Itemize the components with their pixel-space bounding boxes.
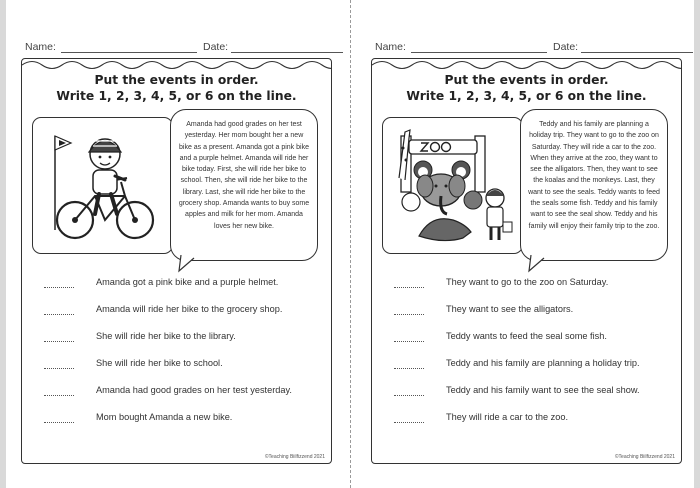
event-text: They want to go to the zoo on Saturday. [446,277,609,287]
name-label: Name: [375,41,406,53]
event-item [394,412,679,439]
event-text: She will ride her bike to school. [96,358,223,368]
answer-blank[interactable] [394,395,424,396]
event-text: Teddy and his family are planning a holiday trip. [446,358,640,368]
event-item [394,304,679,331]
picture-box [382,117,523,254]
event-list [44,277,329,439]
date-label: Date: [203,41,229,53]
answer-blank[interactable] [394,341,424,342]
answer-blank[interactable] [394,368,424,369]
wavy-top-border [372,58,681,72]
answer-blank[interactable] [394,287,424,288]
worksheet-bike [10,0,340,488]
answer-blank[interactable] [44,422,74,423]
event-text: Teddy wants to feed the seal some fish. [446,331,607,341]
picture-box [32,117,173,254]
event-item [394,385,679,412]
event-text: Mom bought Amanda a new bike. [96,412,233,422]
event-item [394,277,679,304]
event-text: They will ride a car to the zoo. [446,412,569,422]
event-item [44,358,329,385]
story-text: Amanda had good grades on her test yesterday. Her mom bought her a new bike as a present. Amanda got a pink bike and a purple helmet. Amanda will ride her bike today. First, she will ride her bike to school. Then, she will ride her bike to the library. Last, she will ride her bike to the grocery shop. Amanda wants to buy some apples and milk for her mom. Amanda loves her new bike. [178,121,310,230]
event-text: Amanda had good grades on her test yesterday. [96,385,292,395]
title-line-1: Put the events in order. [94,73,259,87]
answer-blank[interactable] [44,314,74,315]
event-item [44,304,329,331]
viewer-right-gutter [694,0,700,488]
event-text: Amanda got a pink bike and a purple helmet. [96,277,279,287]
bubble-tail [528,255,552,273]
date-line[interactable] [581,52,693,53]
event-item [394,331,679,358]
name-line[interactable] [61,52,197,53]
copyright-credit: ©Teaching Biilfizzend 2021 [614,454,675,460]
answer-blank[interactable] [44,287,74,288]
event-item [44,331,329,358]
event-text: She will ride her bike to the library. [96,331,236,341]
date-line[interactable] [231,52,343,53]
title-line-2: Write 1, 2, 3, 4, 5, or 6 on the line. [56,88,297,103]
worksheet-title [22,73,331,104]
wavy-top-border [22,58,331,72]
event-item [44,277,329,304]
event-text: Amanda will ride her bike to the grocery shop. [96,304,283,314]
answer-blank[interactable] [44,395,74,396]
zoo-animals-illustration [383,118,522,253]
event-text: Teddy and his family want to see the seal show. [446,385,640,395]
name-line[interactable] [411,52,547,53]
event-item [394,358,679,385]
worksheet-title [372,73,681,104]
event-item [44,412,329,439]
story-text: Teddy and his family are planning a holiday trip. They want to go to the zoo on Saturday. They will ride a car to the zoo. When they arrive at the zoo, they want to see the alligators. Then, they want to see the koalas and the monkeys. Last, they want to see the seals. Teddy wants to feed the seals some fish. Teddy and his family want to see the seal show. Teddy and his family will enjoy their family trip to the zoo. [528,121,660,230]
bubble-tail [178,255,202,273]
name-label: Name: [25,41,56,53]
event-text: They want to see the alligators. [446,304,574,314]
answer-blank[interactable] [394,422,424,423]
event-list [394,277,679,439]
viewer-left-gutter [0,0,6,488]
child-riding-bicycle-illustration [33,118,172,253]
date-label: Date: [553,41,579,53]
worksheet-frame [21,58,332,464]
answer-blank[interactable] [394,314,424,315]
worksheet-frame [371,58,682,464]
page-divider [350,0,351,488]
worksheet-zoo [360,0,690,488]
answer-blank[interactable] [44,341,74,342]
answer-blank[interactable] [44,368,74,369]
event-item [44,385,329,412]
title-line-1: Put the events in order. [444,73,609,87]
copyright-credit: ©Teaching Biilfizzend 2021 [264,454,325,460]
title-line-2: Write 1, 2, 3, 4, 5, or 6 on the line. [406,88,647,103]
